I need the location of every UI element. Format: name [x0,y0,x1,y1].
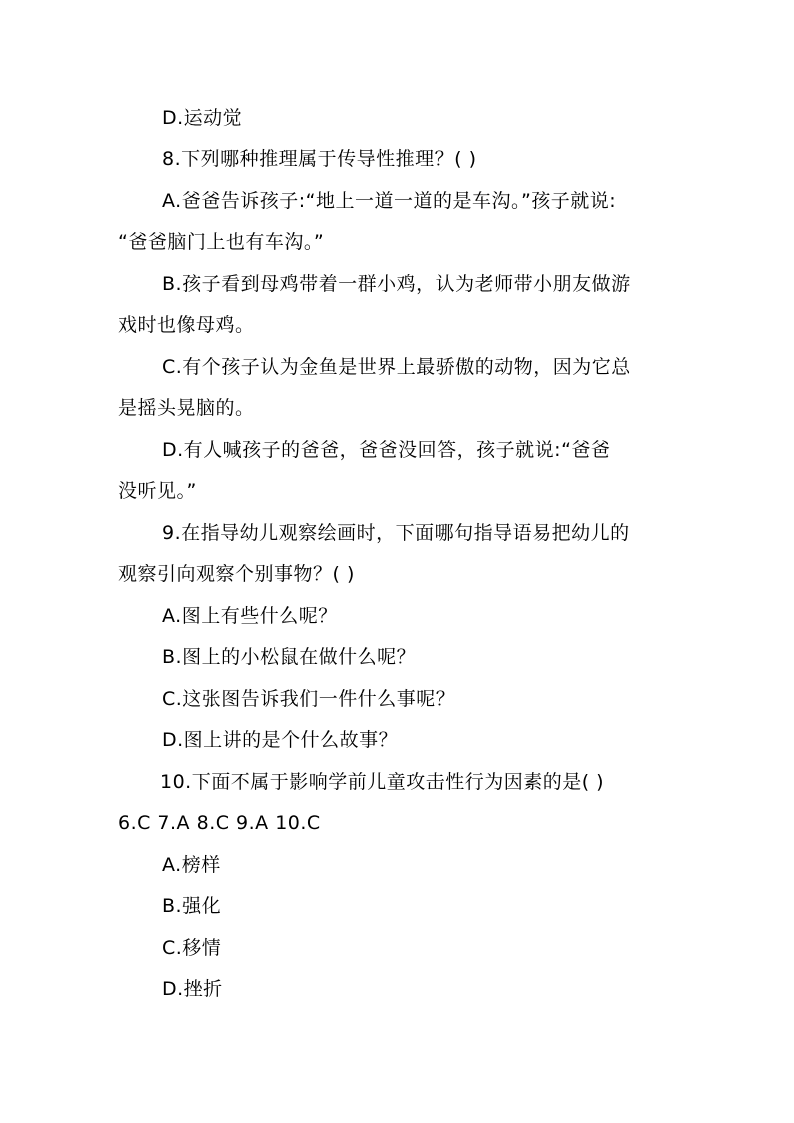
option-a-q8-line1: A.爸爸告诉孩子:“地上一道一道的是车沟。”孩子就说: [162,190,617,212]
option-c-q8-line2: 是摇头晃脑的。 [118,397,255,419]
option-b-q8-line2: 戏时也像母鸡。 [118,314,255,336]
option-c-q8-line1: C.有个孩子认为金鱼是世界上最骄傲的动物，因为它总 [162,356,631,378]
option-b-q10: B.强化 [162,895,222,917]
option-d-q8-line1: D.有人喊孩子的爸爸，爸爸没回答，孩子就说:“爸爸 [162,439,611,461]
option-b-q9: B.图上的小松鼠在做什么呢？ [162,646,417,668]
option-d-q9: D.图上讲的是个什么故事？ [162,729,399,751]
option-a-q8-line2: “爸爸脑门上也有车沟。” [118,231,325,253]
question-8: 8.下列哪种推理属于传导性推理？( ) [162,148,477,170]
option-b-q8-line1: B.孩子看到母鸡带着一群小鸡，认为老师带小朋友做游 [162,273,631,295]
option-a-q10: A.榜样 [162,854,221,876]
option-a-q9: A.图上有些什么呢？ [162,605,338,627]
option-c-q10: C.移情 [162,937,222,959]
option-d-q10: D.挫折 [162,978,223,1000]
question-9-line2: 观察引向观察个别事物？( ) [118,563,355,585]
question-10: 10.下面不属于影响学前儿童攻击性行为因素的是( ) [160,771,605,793]
option-d-q7: D.运动觉 [162,107,243,129]
option-d-q8-line2: 没听见。” [118,480,197,502]
option-c-q9: C.这张图告诉我们一件什么事呢？ [162,688,456,710]
question-9-line1: 9.在指导幼儿观察绘画时，下面哪句指导语易把幼儿的 [162,522,630,544]
answer-key: 6.C 7.A 8.C 9.A 10.C [118,812,321,834]
